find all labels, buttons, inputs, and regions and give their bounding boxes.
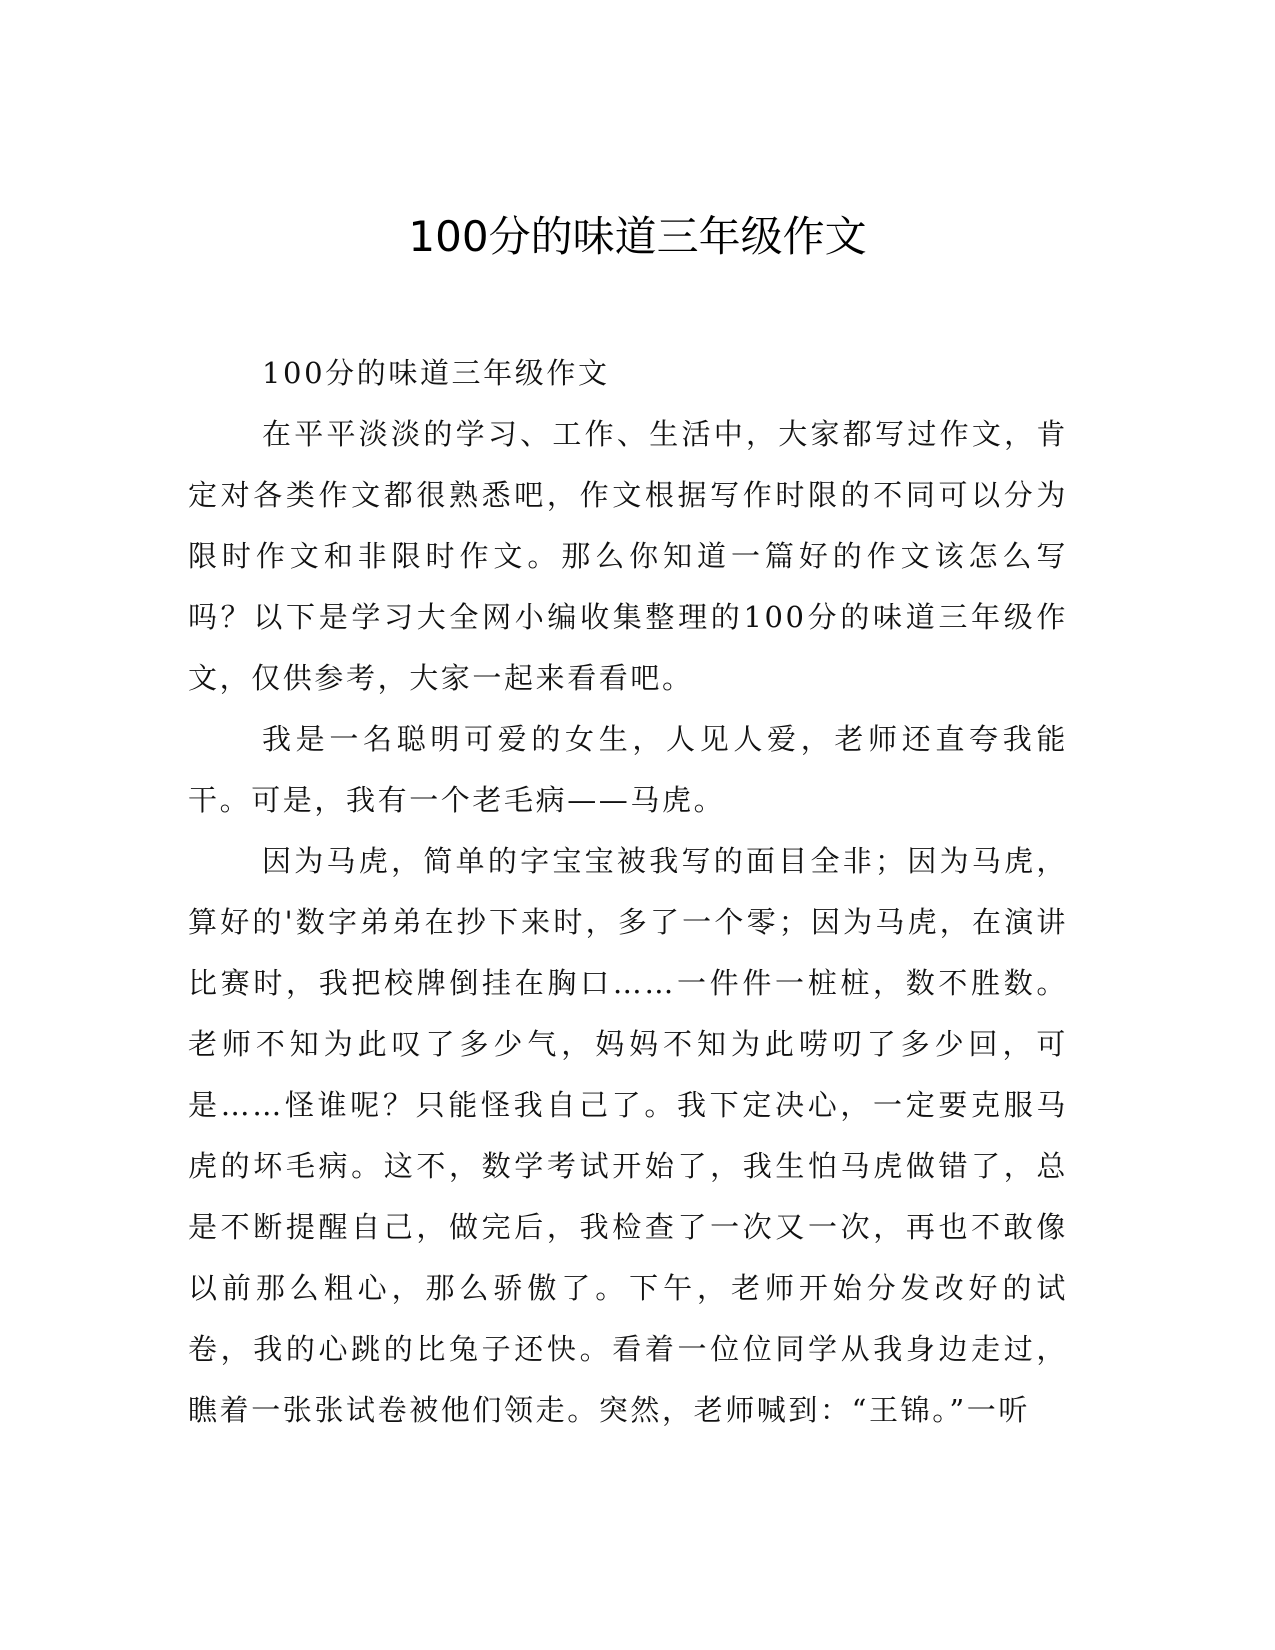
- document-title: 100分的味道三年级作文: [408, 212, 867, 261]
- paragraph-subtitle: 100分的味道三年级作文: [262, 356, 610, 390]
- document-body: [188, 343, 1068, 1441]
- paragraph-self-description: 我是一名聪明可爱的女生，人见人爱，老师还直夸我能干。可是，我有一个老毛病——马虎。: [188, 722, 1068, 817]
- paragraph-intro: 在平平淡淡的学习、工作、生活中，大家都写过作文，肯定对各类作文都很熟悉吧，作文根据写作时限的不同可以分为限时作文和非限时作文。那么你知道一篇好的作文该怎么写吗？以下是学习大全网小编收集整理的100分的味道三年级作文，仅供参考，大家一起来看看吧。: [188, 417, 1068, 695]
- paragraph-story: 因为马虎，简单的字宝宝被我写的面目全非；因为马虎，算好的'数字弟弟在抄下来时，多了一个零；因为马虎，在演讲比赛时，我把校牌倒挂在胸口……一件件一桩桩，数不胜数。老师不知为此叹了多少气，妈妈不知为此唠叨了多少回，可是……怪谁呢？只能怪我自己了。我下定决心，一定要克服马虎的坏毛病。这不，数学考试开始了，我生怕马虎做错了，总是不断提醒自己，做完后，我检查了一次又一次，再也不敢像以前那么粗心，那么骄傲了。下午，老师开始分发改好的试卷，我的心跳的比兔子还快。看着一位位同学从我身边走过，瞧着一张张试卷被他们领走。突然，老师喊到：“王锦。”一听: [188, 844, 1068, 1427]
